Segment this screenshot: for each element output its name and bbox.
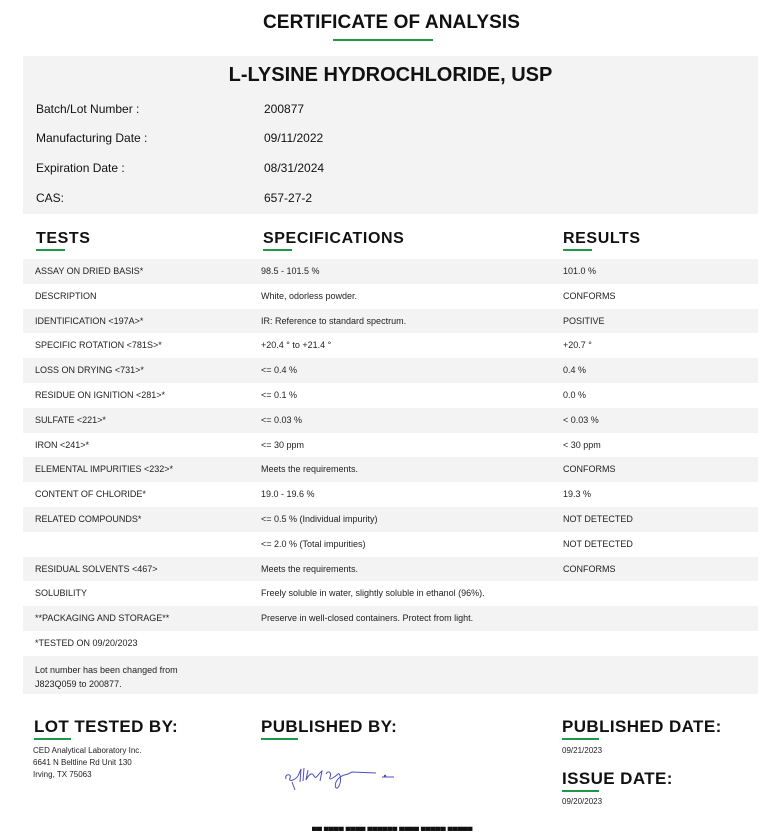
test-result: NOT DETECTED xyxy=(563,513,633,524)
specifications-heading xyxy=(263,230,404,248)
table-row xyxy=(23,358,758,383)
heading-underline xyxy=(562,790,599,792)
test-spec: Meets the requirements. xyxy=(261,563,359,574)
test-name: LOSS ON DRYING <731>* xyxy=(35,365,144,376)
clipped-footer-text: ▀▀ ▀▀▀▀ ▀▀▀▀ ▀▀▀▀▀▀ ▀▀▀▀ ▀▀▀▀▀ ▀▀▀▀▀ xyxy=(312,828,473,833)
table-row xyxy=(23,507,758,532)
lot-tested-by-heading-text: LOT TESTED BY: xyxy=(34,717,179,736)
lot-tested-by-heading xyxy=(34,717,178,737)
test-result: 19.3 % xyxy=(563,489,592,500)
test-spec: IR: Reference to standard spectrum. xyxy=(261,315,407,326)
product-info-panel xyxy=(23,56,758,214)
product-name: L-LYSINE HYDROCHLORIDE, USP xyxy=(228,64,553,86)
lab-address xyxy=(33,745,142,781)
test-result: +20.7 ° xyxy=(563,340,592,351)
test-name: RESIDUAL SOLVENTS <467> xyxy=(35,563,158,574)
test-name: SOLUBILITY xyxy=(35,588,88,599)
test-name: SULFATE <221>* xyxy=(35,414,106,425)
results-heading xyxy=(563,230,641,248)
heading-underline xyxy=(263,249,292,251)
published-date-value: 09/21/2023 xyxy=(562,746,603,755)
test-name: RESIDUE ON IGNITION <281>* xyxy=(35,389,166,400)
test-name: **PACKAGING AND STORAGE** xyxy=(35,613,170,624)
test-name: SPECIFIC ROTATION <781S>* xyxy=(35,340,162,351)
document-title: CERTIFICATE OF ANALYSIS xyxy=(262,12,521,33)
tested-on-note: *TESTED ON 09/20/2023 xyxy=(35,637,138,648)
title-underline xyxy=(333,39,433,41)
signature-image xyxy=(282,762,397,794)
expiration-date-value: 08/31/2024 xyxy=(264,161,325,175)
test-result: < 30 ppm xyxy=(563,439,601,450)
test-result: POSITIVE xyxy=(563,315,605,326)
test-spec: <= 30 ppm xyxy=(261,439,305,450)
issue-date-value: 09/20/2023 xyxy=(562,797,603,806)
test-spec: <= 0.4 % xyxy=(261,365,298,376)
test-spec: <= 0.1 % xyxy=(261,389,298,400)
issue-date-heading-text: ISSUE DATE: xyxy=(562,769,673,788)
published-by-heading xyxy=(261,717,397,737)
manufacturing-date-label: Manufacturing Date : xyxy=(36,131,148,145)
test-spec: Preserve in well-closed containers. Protect from light. xyxy=(261,613,474,624)
tests-table xyxy=(23,259,758,694)
test-result: 0.4 % xyxy=(563,365,587,376)
test-result: 0.0 % xyxy=(563,389,587,400)
heading-underline xyxy=(562,738,599,740)
test-name: DESCRIPTION xyxy=(35,290,97,301)
expiration-date-label: Expiration Date : xyxy=(36,161,125,175)
heading-underline xyxy=(261,738,298,740)
table-row xyxy=(23,532,758,557)
test-spec: <= 2.0 % (Total impurities) xyxy=(261,538,366,549)
specifications-heading-text: SPECIFICATIONS xyxy=(263,230,405,247)
test-name: ASSAY ON DRIED BASIS* xyxy=(35,266,144,276)
lot-change-note-line: J823Q059 to 200877. xyxy=(35,678,122,689)
test-spec: 19.0 - 19.6 % xyxy=(261,489,315,500)
heading-underline xyxy=(563,249,592,251)
heading-underline xyxy=(36,249,65,251)
results-heading-text: RESULTS xyxy=(563,230,641,247)
tested-on-row xyxy=(23,631,758,656)
table-row xyxy=(23,383,758,408)
test-result: NOT DETECTED xyxy=(563,538,633,549)
test-name: IDENTIFICATION <197A>* xyxy=(35,315,144,326)
issue-date-heading xyxy=(562,769,673,789)
table-row xyxy=(23,606,758,631)
test-name: ELEMENTAL IMPURITIES <232>* xyxy=(35,464,174,475)
lot-change-note-line: Lot number has been changed from xyxy=(35,664,178,675)
test-result: 101.0 % xyxy=(563,266,597,276)
manufacturing-date-value: 09/11/2022 xyxy=(264,131,324,145)
test-spec: Meets the requirements. xyxy=(261,464,359,475)
table-row xyxy=(23,333,758,358)
test-result: CONFORMS xyxy=(563,563,616,574)
test-spec: White, odorless powder. xyxy=(261,290,358,301)
test-spec: +20.4 ° to +21.4 ° xyxy=(261,340,332,351)
test-spec: <= 0.5 % (Individual impurity) xyxy=(261,513,378,524)
test-name: IRON <241>* xyxy=(35,439,90,450)
test-spec: <= 0.03 % xyxy=(261,414,303,425)
lot-change-note xyxy=(35,663,178,691)
test-result: CONFORMS xyxy=(563,290,616,301)
test-name: CONTENT OF CHLORIDE* xyxy=(35,489,146,500)
lab-name: CED Analytical Laboratory Inc. xyxy=(33,746,142,755)
lab-city: Irving, TX 75063 xyxy=(33,770,92,779)
batch-lot-value: 200877 xyxy=(264,102,305,116)
test-spec: Freely soluble in water, slightly soluble in ethanol (96%). xyxy=(261,588,485,599)
published-date-heading xyxy=(562,717,722,737)
test-spec: 98.5 - 101.5 % xyxy=(261,266,320,276)
lot-change-note-row xyxy=(23,656,758,694)
test-name: RELATED COMPOUNDS* xyxy=(35,513,142,524)
tests-heading-text: TESTS xyxy=(36,230,91,247)
heading-underline xyxy=(34,738,71,740)
test-result: < 0.03 % xyxy=(563,414,599,425)
cas-value: 657-27-2 xyxy=(264,191,313,205)
published-by-heading-text: PUBLISHED BY: xyxy=(261,717,398,736)
cas-label: CAS: xyxy=(36,191,65,205)
test-result: CONFORMS xyxy=(563,464,616,475)
batch-lot-label: Batch/Lot Number : xyxy=(36,102,140,116)
table-row xyxy=(23,557,758,582)
lab-street: 6641 N Beltline Rd Unit 130 xyxy=(33,758,132,767)
table-row xyxy=(23,433,758,458)
table-row xyxy=(23,581,758,606)
table-row xyxy=(23,457,758,482)
tests-heading xyxy=(36,230,91,248)
table-row xyxy=(23,408,758,433)
table-row xyxy=(23,309,758,334)
table-row xyxy=(23,482,758,507)
table-row xyxy=(23,259,758,284)
published-date-heading-text: PUBLISHED DATE: xyxy=(562,717,722,736)
table-row xyxy=(23,284,758,309)
